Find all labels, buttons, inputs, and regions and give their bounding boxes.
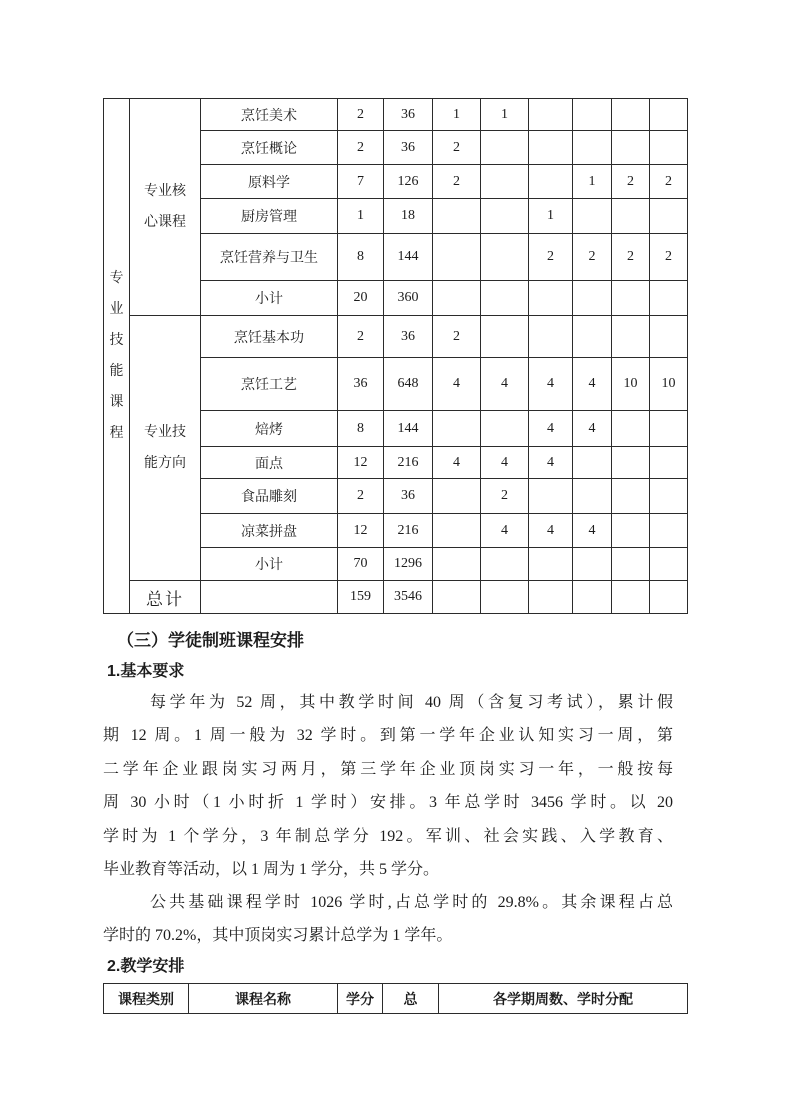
semester-hours-cell: 10 xyxy=(650,358,688,411)
semester-hours-cell xyxy=(481,199,529,234)
section-heading: （三）学徒制班课程安排 xyxy=(117,631,304,650)
total-hours-cell: 648 xyxy=(384,358,433,411)
paragraph-basic-requirements-1 xyxy=(103,686,673,886)
top-table-body xyxy=(104,99,688,614)
semester-hours-cell: 1 xyxy=(433,99,481,131)
top-table xyxy=(103,98,688,614)
semester-hours-cell xyxy=(650,99,688,131)
semester-hours-cell xyxy=(529,131,573,165)
total-hours-cell: 36 xyxy=(384,99,433,131)
total-hours-cell: 144 xyxy=(384,411,433,447)
total-hours-cell: 216 xyxy=(384,514,433,548)
semester-hours-cell: 4 xyxy=(529,358,573,411)
total-hours-cell: 360 xyxy=(384,281,433,316)
paragraph-line: 周 30 小时（1 小时折 1 学时）安排。3 年总学时 3456 学时。以 20 xyxy=(103,794,673,812)
semester-hours-cell xyxy=(612,479,650,514)
course-name-cell: 小计 xyxy=(201,548,338,581)
semester-hours-cell xyxy=(612,548,650,581)
semester-hours-cell xyxy=(481,281,529,316)
semester-hours-cell xyxy=(573,99,612,131)
credit-cell: 70 xyxy=(338,548,384,581)
semester-hours-cell xyxy=(529,99,573,131)
header-course-name: 课程名称 xyxy=(189,984,338,1014)
credit-cell: 12 xyxy=(338,514,384,548)
semester-hours-cell xyxy=(573,281,612,316)
semester-hours-cell xyxy=(529,548,573,581)
course-name-cell: 食品雕刻 xyxy=(201,479,338,514)
semester-hours-cell xyxy=(433,581,481,614)
total-hours-cell: 36 xyxy=(384,479,433,514)
semester-hours-cell: 4 xyxy=(573,358,612,411)
credit-cell: 2 xyxy=(338,479,384,514)
semester-hours-cell xyxy=(433,281,481,316)
paragraph-line: 公共基础课程学时 1026 学时,占总学时的 29.8%。其余课程占总 xyxy=(150,894,673,911)
total-hours-cell: 1296 xyxy=(384,548,433,581)
semester-hours-cell xyxy=(573,316,612,358)
header-course-category: 课程类别 xyxy=(104,984,189,1014)
semester-hours-cell: 2 xyxy=(650,165,688,199)
header-semester-hours: 各学期周数、学时分配 xyxy=(439,984,688,1014)
semester-hours-cell xyxy=(573,548,612,581)
semester-hours-cell xyxy=(612,411,650,447)
semester-hours-cell xyxy=(573,199,612,234)
semester-hours-cell: 2 xyxy=(612,234,650,281)
total-hours-cell: 18 xyxy=(384,199,433,234)
paragraph-line: 期 12 周。1 周一般为 32 学时。到第一学年企业认知实习一周，第 xyxy=(103,727,673,745)
semester-hours-cell xyxy=(481,316,529,358)
header-total: 总 xyxy=(383,984,439,1014)
credit-cell: 2 xyxy=(338,99,384,131)
semester-hours-cell xyxy=(650,581,688,614)
semester-hours-cell xyxy=(612,99,650,131)
course-name-cell: 烹饪美术 xyxy=(201,99,338,131)
semester-hours-cell: 4 xyxy=(573,411,612,447)
course-name-cell: 烹饪基本功 xyxy=(201,316,338,358)
semester-hours-cell xyxy=(529,316,573,358)
table-header-row xyxy=(104,984,688,1014)
semester-hours-cell: 2 xyxy=(433,316,481,358)
semester-hours-cell xyxy=(650,479,688,514)
semester-hours-cell xyxy=(612,199,650,234)
vertical-category-text: 专 业 技 能 课 程 xyxy=(109,270,124,441)
semester-hours-cell xyxy=(433,548,481,581)
course-name-cell: 烹饪工艺 xyxy=(201,358,338,411)
course-name-cell: 焙烤 xyxy=(201,411,338,447)
semester-hours-cell xyxy=(650,411,688,447)
semester-hours-cell: 4 xyxy=(481,358,529,411)
credit-cell: 36 xyxy=(338,358,384,411)
semester-hours-cell xyxy=(433,411,481,447)
semester-hours-cell: 2 xyxy=(650,234,688,281)
semester-hours-cell xyxy=(481,411,529,447)
course-name-cell xyxy=(201,581,338,614)
course-name-cell: 原料学 xyxy=(201,165,338,199)
semester-hours-cell xyxy=(529,581,573,614)
subheading-basic-requirements: 1.基本要求 xyxy=(107,663,185,680)
semester-hours-cell xyxy=(573,479,612,514)
total-hours-cell: 36 xyxy=(384,131,433,165)
semester-hours-cell: 2 xyxy=(433,131,481,165)
semester-hours-cell xyxy=(612,316,650,358)
course-name-cell: 厨房管理 xyxy=(201,199,338,234)
vertical-category-label xyxy=(104,99,130,614)
bottom-table xyxy=(103,983,688,1014)
credit-cell: 159 xyxy=(338,581,384,614)
semester-hours-cell xyxy=(481,548,529,581)
table-row xyxy=(104,99,688,131)
paragraph-basic-requirements-2 xyxy=(103,886,673,953)
total-hours-cell: 144 xyxy=(384,234,433,281)
semester-hours-cell xyxy=(612,281,650,316)
credit-cell: 7 xyxy=(338,165,384,199)
semester-hours-cell: 4 xyxy=(481,514,529,548)
semester-hours-cell xyxy=(650,131,688,165)
semester-hours-cell: 2 xyxy=(612,165,650,199)
subheading-teaching-arrangement: 2.教学安排 xyxy=(107,958,185,975)
total-hours-cell: 3546 xyxy=(384,581,433,614)
semester-hours-cell: 4 xyxy=(573,514,612,548)
semester-hours-cell: 1 xyxy=(573,165,612,199)
paragraph-line: 学时为 1 个学分，3 年制总学分 192。军训、社会实践、入学教育、 xyxy=(103,827,673,845)
credit-cell: 20 xyxy=(338,281,384,316)
total-hours-cell: 216 xyxy=(384,447,433,479)
semester-hours-cell xyxy=(481,234,529,281)
semester-hours-cell xyxy=(573,131,612,165)
semester-hours-cell xyxy=(529,281,573,316)
semester-hours-cell xyxy=(433,199,481,234)
semester-hours-cell: 2 xyxy=(433,165,481,199)
total-hours-cell: 126 xyxy=(384,165,433,199)
course-name-cell: 烹饪概论 xyxy=(201,131,338,165)
semester-hours-cell: 2 xyxy=(481,479,529,514)
course-group-label: 专业技 能方向 xyxy=(130,316,201,581)
semester-hours-cell: 4 xyxy=(529,411,573,447)
course-name-cell: 小计 xyxy=(201,281,338,316)
paragraph-line: 毕业教育等活动，以 1 周为 1 学分，共 5 学分。 xyxy=(103,861,440,879)
semester-hours-cell: 4 xyxy=(433,358,481,411)
semester-hours-cell xyxy=(573,581,612,614)
course-name-cell: 凉菜拼盘 xyxy=(201,514,338,548)
semester-hours-cell xyxy=(433,514,481,548)
semester-hours-cell xyxy=(612,447,650,479)
semester-hours-cell: 4 xyxy=(481,447,529,479)
semester-hours-cell: 2 xyxy=(573,234,612,281)
semester-hours-cell xyxy=(650,447,688,479)
paragraph-line: 每学年为 52 周，其中教学时间 40 周（含复习考试），累计假 xyxy=(150,694,673,711)
semester-hours-cell xyxy=(573,447,612,479)
paragraph-line: 二学年企业跟岗实习两月，第三学年企业顶岗实习一年，一般按每 xyxy=(103,760,673,778)
semester-hours-cell: 4 xyxy=(529,447,573,479)
semester-hours-cell xyxy=(529,479,573,514)
semester-hours-cell: 4 xyxy=(529,514,573,548)
credit-cell: 2 xyxy=(338,131,384,165)
table-row xyxy=(104,316,688,358)
semester-hours-cell xyxy=(650,514,688,548)
semester-hours-cell: 1 xyxy=(529,199,573,234)
semester-hours-cell xyxy=(433,479,481,514)
semester-hours-cell xyxy=(612,514,650,548)
credit-cell: 8 xyxy=(338,234,384,281)
credit-cell: 2 xyxy=(338,316,384,358)
semester-hours-cell xyxy=(612,581,650,614)
total-hours-cell: 36 xyxy=(384,316,433,358)
semester-hours-cell xyxy=(481,581,529,614)
semester-hours-cell xyxy=(529,165,573,199)
credit-cell: 8 xyxy=(338,411,384,447)
semester-hours-cell xyxy=(481,165,529,199)
semester-hours-cell xyxy=(612,131,650,165)
course-group-label: 专业核 心课程 xyxy=(130,99,201,316)
semester-hours-cell xyxy=(433,234,481,281)
credit-cell: 1 xyxy=(338,199,384,234)
semester-hours-cell: 10 xyxy=(612,358,650,411)
semester-hours-cell xyxy=(650,281,688,316)
header-credits: 学分 xyxy=(338,984,383,1014)
semester-hours-cell: 2 xyxy=(529,234,573,281)
semester-hours-cell xyxy=(650,316,688,358)
paragraph-line: 学时的 70.2%，其中顶岗实习累计总学为 1 学年。 xyxy=(103,927,453,945)
semester-hours-cell xyxy=(481,131,529,165)
course-name-cell: 烹饪营养与卫生 xyxy=(201,234,338,281)
grand-total-label: 总计 xyxy=(130,581,201,614)
semester-hours-cell: 4 xyxy=(433,447,481,479)
credit-cell: 12 xyxy=(338,447,384,479)
semester-hours-cell: 1 xyxy=(481,99,529,131)
semester-hours-cell xyxy=(650,199,688,234)
semester-hours-cell xyxy=(650,548,688,581)
course-name-cell: 面点 xyxy=(201,447,338,479)
table-row xyxy=(104,581,688,614)
